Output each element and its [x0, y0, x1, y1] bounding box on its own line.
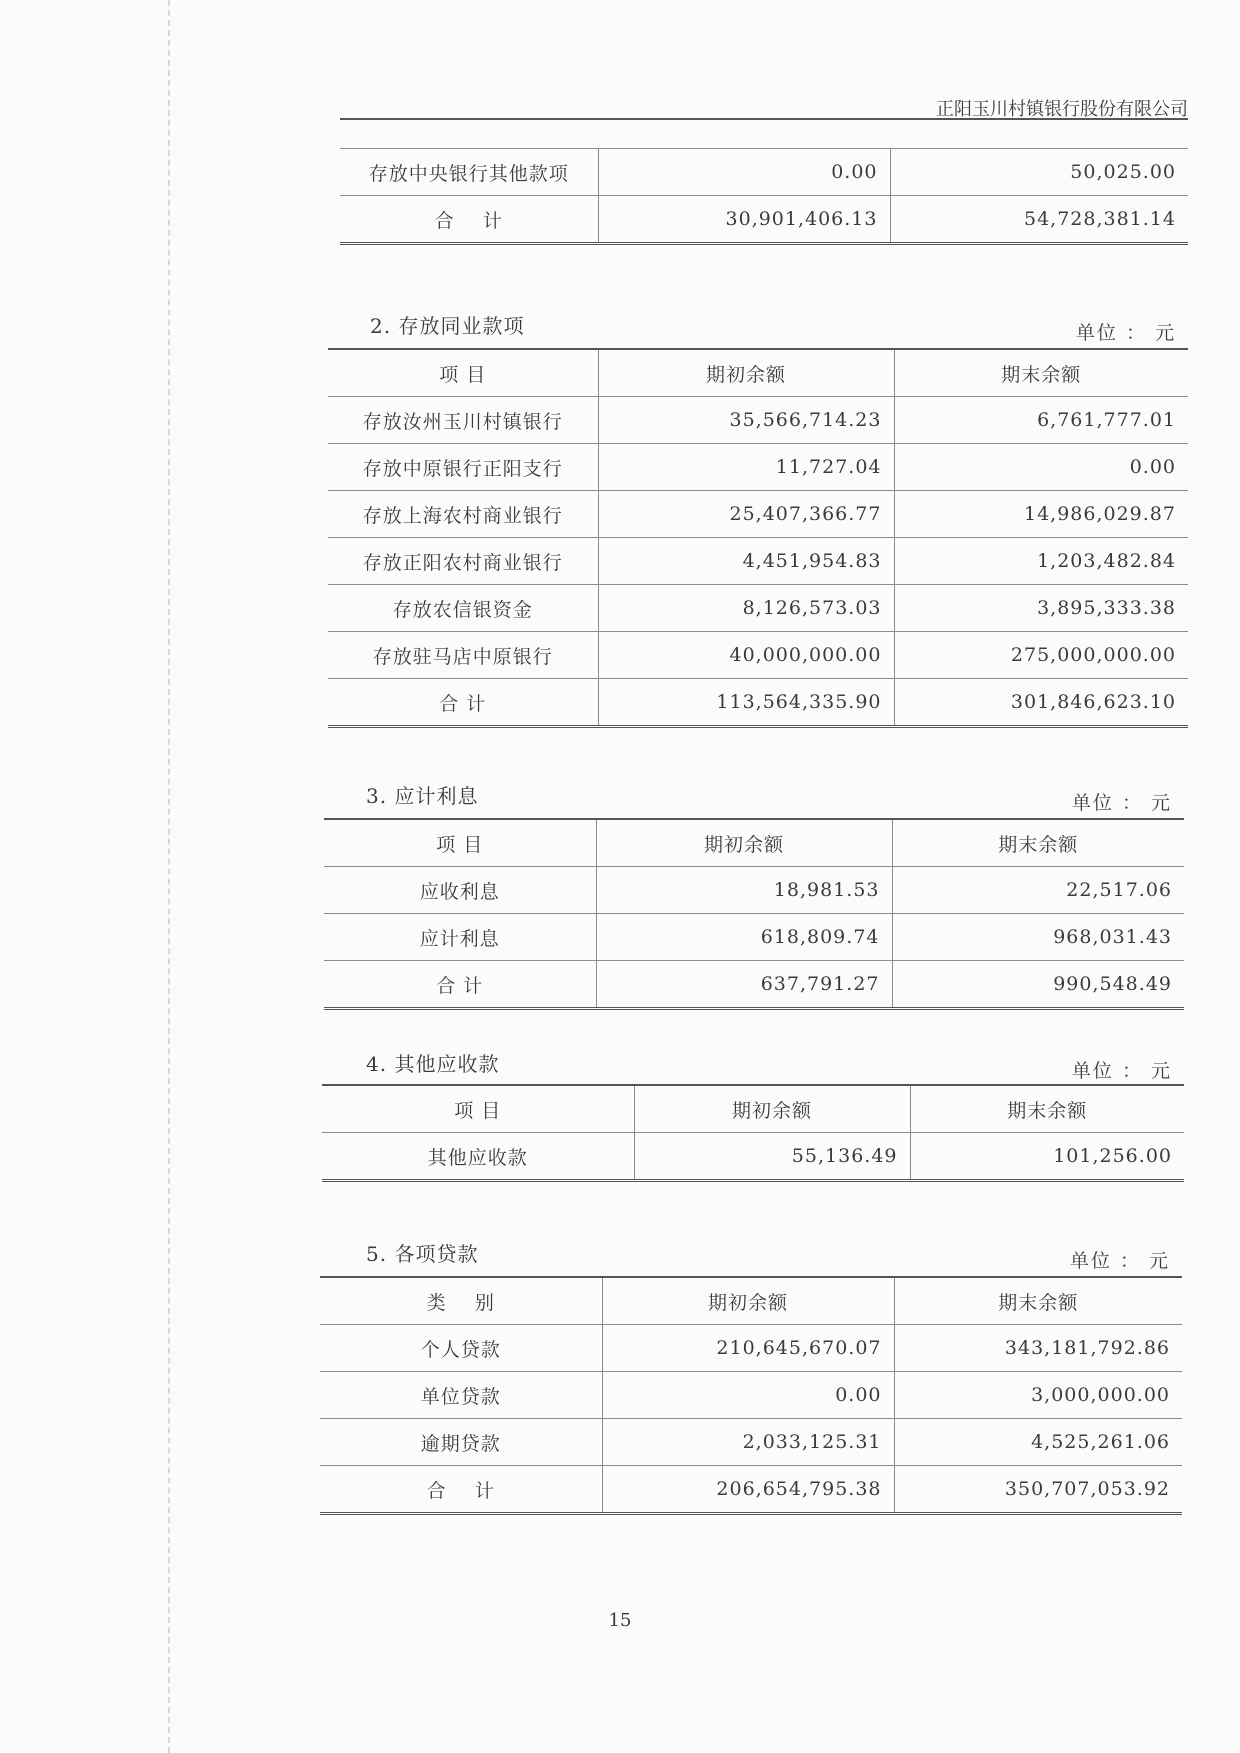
table-total-row	[328, 679, 1188, 727]
total-label: 合 计	[328, 679, 598, 727]
column-header-end: 期末余额	[910, 1085, 1184, 1133]
begin-balance-cell: 2,033,125.31	[602, 1419, 894, 1466]
end-balance-cell: 50,025.00	[890, 149, 1188, 196]
unit-label: 单位 ： 元	[1071, 792, 1172, 814]
item-cell: 存放驻马店中原银行	[328, 632, 598, 679]
total-label: 合 计	[324, 961, 596, 1009]
end-balance-cell: 1,203,482.84	[894, 538, 1188, 585]
table-row	[328, 444, 1188, 491]
header-rule	[340, 118, 1188, 120]
item-cell: 存放中央银行其他款项	[340, 149, 598, 196]
binding-margin	[168, 0, 190, 1753]
total-label: 合 计	[340, 196, 598, 244]
end-balance-cell: 275,000,000.00	[894, 632, 1188, 679]
end-balance-cell: 4,525,261.06	[894, 1419, 1182, 1466]
item-cell: 应收利息	[324, 867, 596, 914]
item-cell: 单位贷款	[320, 1372, 602, 1419]
column-header-end: 期末余额	[894, 1277, 1182, 1325]
column-header-begin: 期初余额	[598, 349, 894, 397]
section-loans	[320, 1238, 1182, 1538]
item-cell: 存放正阳农村商业银行	[328, 538, 598, 585]
begin-balance-cell: 18,981.53	[596, 867, 892, 914]
begin-balance-cell: 35,566,714.23	[598, 397, 894, 444]
end-balance-cell: 343,181,792.86	[894, 1325, 1182, 1372]
table-row	[320, 1325, 1182, 1372]
other-receivables-table	[322, 1084, 1184, 1182]
table-row	[328, 491, 1188, 538]
end-balance-cell: 3,895,333.38	[894, 585, 1188, 632]
table-row	[328, 632, 1188, 679]
interbank-table	[328, 348, 1188, 728]
table-total-row	[340, 196, 1188, 244]
table-total-row	[320, 1466, 1182, 1514]
table-row	[324, 914, 1184, 961]
begin-balance-cell: 30,901,406.13	[598, 196, 890, 244]
section-title: 4. 其他应收款	[366, 1052, 500, 1076]
table-row	[340, 149, 1188, 196]
column-header-category: 类 别	[320, 1277, 602, 1325]
begin-balance-cell: 55,136.49	[634, 1133, 910, 1181]
total-label: 合 计	[320, 1466, 602, 1514]
item-cell: 存放中原银行正阳支行	[328, 444, 598, 491]
column-header-begin: 期初余额	[602, 1277, 894, 1325]
table-row	[328, 585, 1188, 632]
item-cell: 存放农信银资金	[328, 585, 598, 632]
table-row	[320, 1372, 1182, 1419]
table-row	[320, 1419, 1182, 1466]
end-balance-cell: 6,761,777.01	[894, 397, 1188, 444]
begin-balance-cell: 40,000,000.00	[598, 632, 894, 679]
item-cell: 逾期贷款	[320, 1419, 602, 1466]
begin-balance-cell: 8,126,573.03	[598, 585, 894, 632]
item-cell: 其他应收款	[322, 1133, 634, 1181]
column-header-item: 项 目	[324, 819, 596, 867]
section-central-bank-deposits	[340, 148, 1188, 258]
column-header-end: 期末余额	[892, 819, 1184, 867]
section-other-receivables	[322, 1048, 1184, 1198]
column-header-begin: 期初余额	[634, 1085, 910, 1133]
table-header-row	[328, 349, 1188, 397]
table-header-row	[324, 819, 1184, 867]
unit-label: 单位 ： 元	[1075, 322, 1176, 344]
end-balance-cell: 54,728,381.14	[890, 196, 1188, 244]
section-accrued-interest	[324, 780, 1184, 1020]
end-balance-cell: 301,846,623.10	[894, 679, 1188, 727]
table-header-row	[322, 1085, 1184, 1133]
begin-balance-cell: 4,451,954.83	[598, 538, 894, 585]
item-cell: 存放汝州玉川村镇银行	[328, 397, 598, 444]
item-cell: 个人贷款	[320, 1325, 602, 1372]
begin-balance-cell: 25,407,366.77	[598, 491, 894, 538]
central-bank-table	[340, 148, 1188, 245]
section-interbank-deposits	[328, 310, 1188, 730]
begin-balance-cell: 206,654,795.38	[602, 1466, 894, 1514]
unit-label: 单位 ： 元	[1069, 1250, 1170, 1272]
table-header-row	[320, 1277, 1182, 1325]
begin-balance-cell: 11,727.04	[598, 444, 894, 491]
begin-balance-cell: 113,564,335.90	[598, 679, 894, 727]
page-header-company: 正阳玉川村镇银行股份有限公司	[936, 99, 1188, 120]
end-balance-cell: 350,707,053.92	[894, 1466, 1182, 1514]
end-balance-cell: 14,986,029.87	[894, 491, 1188, 538]
section-title: 3. 应计利息	[366, 784, 479, 808]
begin-balance-cell: 637,791.27	[596, 961, 892, 1009]
table-row	[328, 397, 1188, 444]
table-row	[324, 867, 1184, 914]
accrued-interest-table	[324, 818, 1184, 1010]
end-balance-cell: 101,256.00	[910, 1133, 1184, 1181]
page-number: 15	[608, 1610, 632, 1631]
column-header-item: 项 目	[322, 1085, 634, 1133]
begin-balance-cell: 0.00	[602, 1372, 894, 1419]
item-cell: 应计利息	[324, 914, 596, 961]
end-balance-cell: 3,000,000.00	[894, 1372, 1182, 1419]
unit-label: 单位 ： 元	[1071, 1060, 1172, 1082]
column-header-begin: 期初余额	[596, 819, 892, 867]
section-title: 5. 各项贷款	[366, 1242, 479, 1266]
end-balance-cell: 968,031.43	[892, 914, 1184, 961]
table-row	[322, 1133, 1184, 1181]
table-total-row	[324, 961, 1184, 1009]
begin-balance-cell: 210,645,670.07	[602, 1325, 894, 1372]
begin-balance-cell: 0.00	[598, 149, 890, 196]
end-balance-cell: 22,517.06	[892, 867, 1184, 914]
begin-balance-cell: 618,809.74	[596, 914, 892, 961]
column-header-item: 项 目	[328, 349, 598, 397]
end-balance-cell: 990,548.49	[892, 961, 1184, 1009]
loans-table	[320, 1276, 1182, 1515]
table-row	[328, 538, 1188, 585]
section-title: 2. 存放同业款项	[370, 314, 525, 338]
column-header-end: 期末余额	[894, 349, 1188, 397]
item-cell: 存放上海农村商业银行	[328, 491, 598, 538]
end-balance-cell: 0.00	[894, 444, 1188, 491]
